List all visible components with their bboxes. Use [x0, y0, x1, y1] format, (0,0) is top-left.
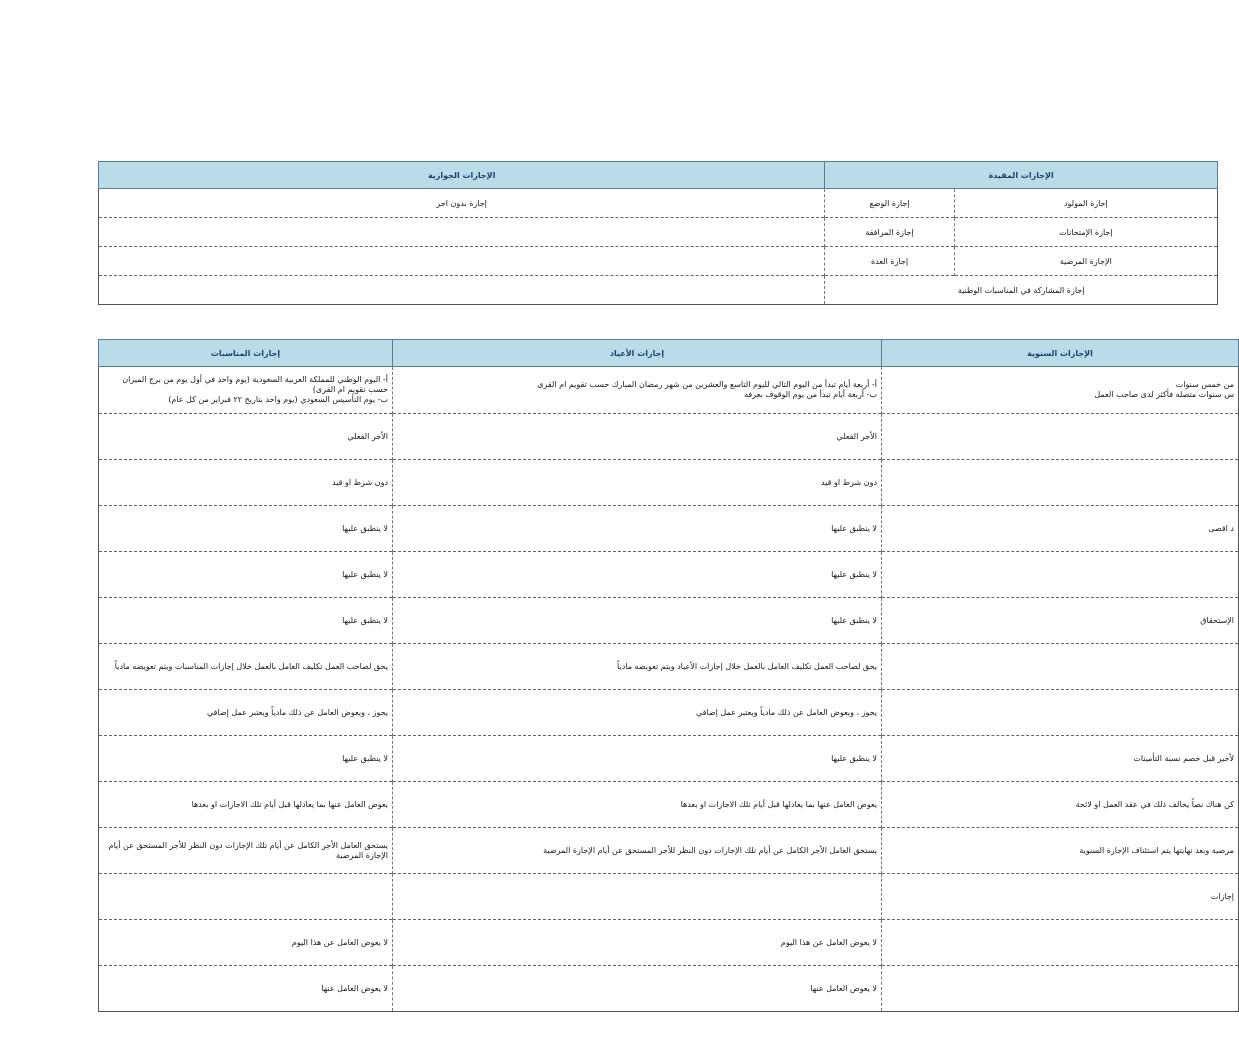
table-row: [99, 920, 1239, 966]
table-cell-annual: [882, 552, 1239, 598]
table-cell-annual: [882, 966, 1239, 1012]
header-occasion-leaves: إجازات المناسبات: [99, 340, 393, 367]
table-row: [99, 460, 1239, 506]
table-row: [99, 247, 1218, 276]
table-cell-eid: الأجر الفعلي: [393, 414, 882, 460]
table-cell-eid: يستحق العامل الأجر الكامل عن أيام تلك الإجازات دون النظر للأجر المستحق عن أيام الإجازة المرضية: [393, 828, 882, 874]
table-cell-annual: [882, 644, 1239, 690]
table-cell-eid: يجوز ، ويعوض العامل عن ذلك مادياً ويعتبر عمل إضافي: [393, 690, 882, 736]
table-cell: إجازة الإمتحانات: [954, 218, 1217, 247]
table-row: [99, 189, 1218, 218]
table-cell-eid: يعوض العامل عنها بما يعادلها قبل أيام تلك الاجازات او بعدها: [393, 782, 882, 828]
table-cell: [99, 276, 825, 305]
leave-types-table: [98, 161, 1218, 305]
table-cell: إجازة المولود: [954, 189, 1217, 218]
table-row: [99, 690, 1239, 736]
header-annual-leaves: الإجازات السنوية: [882, 340, 1239, 367]
table-cell-eid: لا يعوض العامل عنها: [393, 966, 882, 1012]
table-cell-annual: [882, 414, 1239, 460]
table-cell: [99, 218, 825, 247]
table-cell-occasions: يعوض العامل عنها بما يعادلها قبل أيام تلك الاجازات او بعدها: [99, 782, 393, 828]
table-cell-eid: لا ينطبق عليها: [393, 506, 882, 552]
table-cell-eid: يحق لصاحب العمل تكليف العامل بالعمل خلال إجازات الأعياد ويتم تعويضه مادياً: [393, 644, 882, 690]
table-cell-occasions: يستحق العامل الأجر الكامل عن أيام تلك الإجازات دون النظر للأجر المستحق عن أيام الإجازة المرضية: [99, 828, 393, 874]
table-cell: إجازة الوضع: [825, 189, 954, 218]
table-cell-annual: [882, 920, 1239, 966]
table-cell: إجازة المشاركة في المناسبات الوطنية: [825, 276, 1218, 305]
table-cell-eid: لا ينطبق عليها: [393, 598, 882, 644]
table-cell-annual: [882, 690, 1239, 736]
table-cell-occasions: يجوز ، ويعوض العامل عن ذلك مادياً ويعتبر عمل إضافي: [99, 690, 393, 736]
leave-rules-table: [98, 339, 1239, 1012]
table-row: [99, 644, 1239, 690]
header-optional-leaves: الإجازات الجوازية: [99, 162, 825, 189]
table-header-row: [99, 162, 1218, 189]
table-row: [99, 874, 1239, 920]
table-row: [99, 552, 1239, 598]
table-cell-occasions: لا ينطبق عليها: [99, 598, 393, 644]
table-cell-occasions: لا ينطبق عليها: [99, 736, 393, 782]
table-cell-occasions: لا ينطبق عليها: [99, 506, 393, 552]
table-cell-annual: الإستحقاق: [882, 598, 1239, 644]
table-cell-occasions: أ- اليوم الوطني للمملكة العربية السعودية (يوم واحد في أول يوم من برج الميزان حسب تقويم ام القرى) ب- يوم التأسيس السعودي (يوم واحد بتاريخ ٢٢ فبراير من كل عام): [99, 367, 393, 414]
table-cell-annual: د اقصى: [882, 506, 1239, 552]
table-cell-annual: [882, 460, 1239, 506]
header-eid-leaves: إجازات الأعياد: [393, 340, 882, 367]
table-cell-occasions: لا يعوض العامل عن هذا اليوم: [99, 920, 393, 966]
table-cell-occasions: الأجر الفعلي: [99, 414, 393, 460]
table-row: [99, 828, 1239, 874]
table-cell-annual: من خمس سنوات س سنوات متصله فأكثر لدى صاحب العمل: [882, 367, 1239, 414]
table-cell-annual: كن هناك نصاً يخالف ذلك في عقد العمل او لائحة: [882, 782, 1239, 828]
table-row: [99, 367, 1239, 414]
table-row: [99, 598, 1239, 644]
table-row: [99, 218, 1218, 247]
leave-rules-body: [99, 367, 1239, 1012]
table-cell-eid: [393, 874, 882, 920]
table-row: [99, 414, 1239, 460]
table-row: [99, 276, 1218, 305]
table-cell-annual: مرضية وبعد نهايتها يتم استئناف الإجازة السنوية: [882, 828, 1239, 874]
table-cell: [99, 247, 825, 276]
table-cell: إجازة بدون اجر: [99, 189, 825, 218]
table-cell-annual: لأخير قبل خصم نسبة التأمينات: [882, 736, 1239, 782]
table-cell: إجازة المرافقة: [825, 218, 954, 247]
table-cell-eid: لا ينطبق عليها: [393, 552, 882, 598]
table-cell: إجازة العدة: [825, 247, 954, 276]
table-cell-occasions: لا ينطبق عليها: [99, 552, 393, 598]
table-row: [99, 736, 1239, 782]
table-cell-eid: لا يعوض العامل عن هذا اليوم: [393, 920, 882, 966]
table-cell-occasions: دون شرط او قيد: [99, 460, 393, 506]
table-cell-annual: إجازات: [882, 874, 1239, 920]
header-restricted-leaves: الإجازات المقيدة: [825, 162, 1218, 189]
table-cell: الإجازة المرضية: [954, 247, 1217, 276]
table-cell-occasions: يحق لصاحب العمل تكليف العامل بالعمل خلال إجازات المناسبات ويتم تعويضه مادياً: [99, 644, 393, 690]
table-cell-eid: أ- أربعة أيام تبدأ من اليوم التالي لليوم التاسع والعشرين من شهر رمضان المبارك حسب تقويم ام القرى ب- أربعة أيام تبدأ من يوم الوقوف بعرفه: [393, 367, 882, 414]
table-cell-occasions: [99, 874, 393, 920]
table-header-row: [99, 340, 1239, 367]
table-row: [99, 506, 1239, 552]
table-row: [99, 966, 1239, 1012]
table-cell-occasions: لا يعوض العامل عنها: [99, 966, 393, 1012]
table-row: [99, 782, 1239, 828]
table-cell-eid: دون شرط او قيد: [393, 460, 882, 506]
table-cell-eid: لا ينطبق عليها: [393, 736, 882, 782]
